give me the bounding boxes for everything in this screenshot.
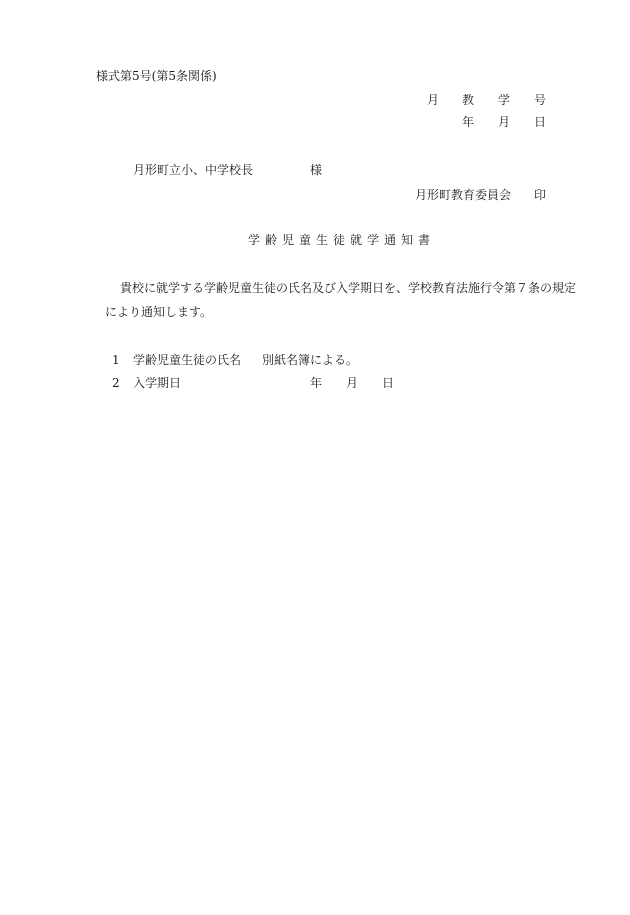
form-number: 様式第5号(第5条関係) [96, 69, 217, 83]
item-label: 入学期日 [133, 376, 182, 390]
document-number-part: 教 [462, 93, 475, 107]
sender-name: 月形町教育委員会 [415, 188, 512, 202]
item-value: 別紙名簿による。 [262, 353, 359, 367]
item-number: 1 [112, 353, 120, 367]
issue-date-month: 月 [498, 115, 511, 129]
issue-date-year: 年 [462, 115, 475, 129]
document-number-part: 学 [498, 93, 511, 107]
item-label: 学齢児童生徒の氏名 [133, 353, 242, 367]
document-number-part: 号 [534, 93, 547, 107]
document-title: 学齢児童生徒就学通知書 [248, 233, 436, 247]
body-line: により通知します。 [105, 305, 213, 319]
entry-date-day: 日 [382, 376, 395, 390]
body-line: 貴校に就学する学齢児童生徒の氏名及び入学期日を、学校教育法施行令第７条の規定 [120, 281, 577, 295]
addressee-honorific: 様 [310, 163, 323, 177]
issue-date-day: 日 [534, 115, 547, 129]
item-number: 2 [112, 376, 120, 390]
document-number-part: 月 [427, 93, 440, 107]
sender-seal: 印 [534, 188, 547, 202]
addressee-name: 月形町立小、中学校長 [133, 163, 254, 177]
entry-date-month: 月 [346, 376, 359, 390]
entry-date-year: 年 [310, 376, 323, 390]
